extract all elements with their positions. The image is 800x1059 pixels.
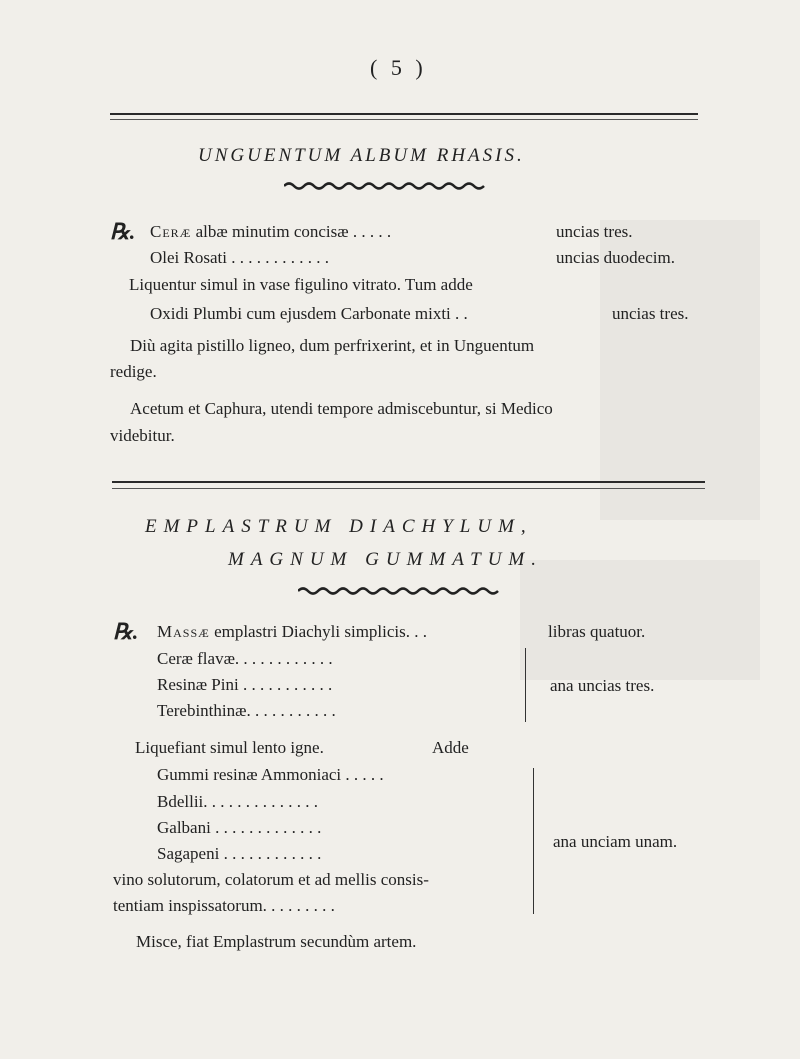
recipe-symbol: ℞. xyxy=(113,619,139,644)
ornament-wave xyxy=(298,586,504,596)
ingredient-line xyxy=(150,222,391,242)
paragraph-line: redige. xyxy=(110,362,157,381)
ingredient-line: Bdellii. . . . . . . . . . . . . . xyxy=(157,792,319,811)
ingredient-line: Galbani . . . . . . . . . . . . . xyxy=(157,818,322,837)
instruction-line: Liquentur simul in vase figulino vitrato. Tum adde xyxy=(129,275,473,294)
ingredient-line: Olei Rosati . . . . . . . . . . . . xyxy=(150,248,329,267)
grouping-brace xyxy=(533,768,534,914)
ingredient-head: Massæ xyxy=(157,622,210,641)
top-rule-thin xyxy=(110,119,698,120)
ingredient-line: Ceræ flavæ. . . . . . . . . . . . xyxy=(157,649,333,668)
paragraph-line: Diù agita pistillo ligneo, dum perfrixerint, et in Unguentum xyxy=(130,336,535,355)
section-subtitle: MAGNUM GUMMATUM. xyxy=(228,549,543,570)
paragraph-line: Acetum et Caphura, utendi tempore admiscebuntur, si Medico xyxy=(130,399,553,418)
quantity: libras quatuor. xyxy=(548,622,646,641)
grouping-brace xyxy=(525,648,526,722)
ingredient-line: Sagapeni . . . . . . . . . . . . xyxy=(157,844,322,863)
ingredient-line xyxy=(157,622,427,642)
instruction-line: Adde xyxy=(432,738,469,757)
section-rule xyxy=(112,481,705,483)
ingredient-text: emplastri Diachyli simplicis. . . xyxy=(214,622,428,641)
section-title: EMPLASTRUM DIACHYLUM, xyxy=(145,516,533,537)
ingredient-line: Terebinthinæ. . . . . . . . . . . xyxy=(157,701,336,720)
section-title: UNGUENTUM ALBUM RHASIS. xyxy=(198,145,525,166)
ornament-wave xyxy=(284,181,490,191)
closing-instruction: Misce, fiat Emplastrum secundùm artem. xyxy=(136,932,417,951)
quantity: ana unciam unam. xyxy=(553,832,678,851)
bleed-through-shadow xyxy=(520,560,760,680)
recipe-symbol: ℞. xyxy=(110,219,136,244)
ingredient-line: tentiam inspissatorum. . . . . . . . . xyxy=(113,896,335,915)
section-rule-thin xyxy=(112,488,705,489)
instruction-line: Liquefiant simul lento igne. xyxy=(135,738,324,757)
quantity: ana uncias tres. xyxy=(550,676,655,695)
quantity: uncias duodecim. xyxy=(556,248,675,267)
page-number: ( 5 ) xyxy=(370,55,427,80)
ingredient-line: vino solutorum, colatorum et ad mellis consis- xyxy=(113,870,429,889)
quantity: uncias tres. xyxy=(556,222,633,241)
quantity: uncias tres. xyxy=(612,304,689,323)
ingredient-head: Ceræ xyxy=(150,222,192,241)
top-rule xyxy=(110,113,698,115)
ingredient-text: albæ minutim concisæ . . . . . xyxy=(195,222,392,241)
paragraph-line: videbitur. xyxy=(110,426,175,445)
ingredient-line: Gummi resinæ Ammoniaci . . . . . xyxy=(157,765,384,784)
ingredient-line: Resinæ Pini . . . . . . . . . . . xyxy=(157,675,333,694)
ingredient-line: Oxidi Plumbi cum ejusdem Carbonate mixti . . xyxy=(150,304,468,323)
